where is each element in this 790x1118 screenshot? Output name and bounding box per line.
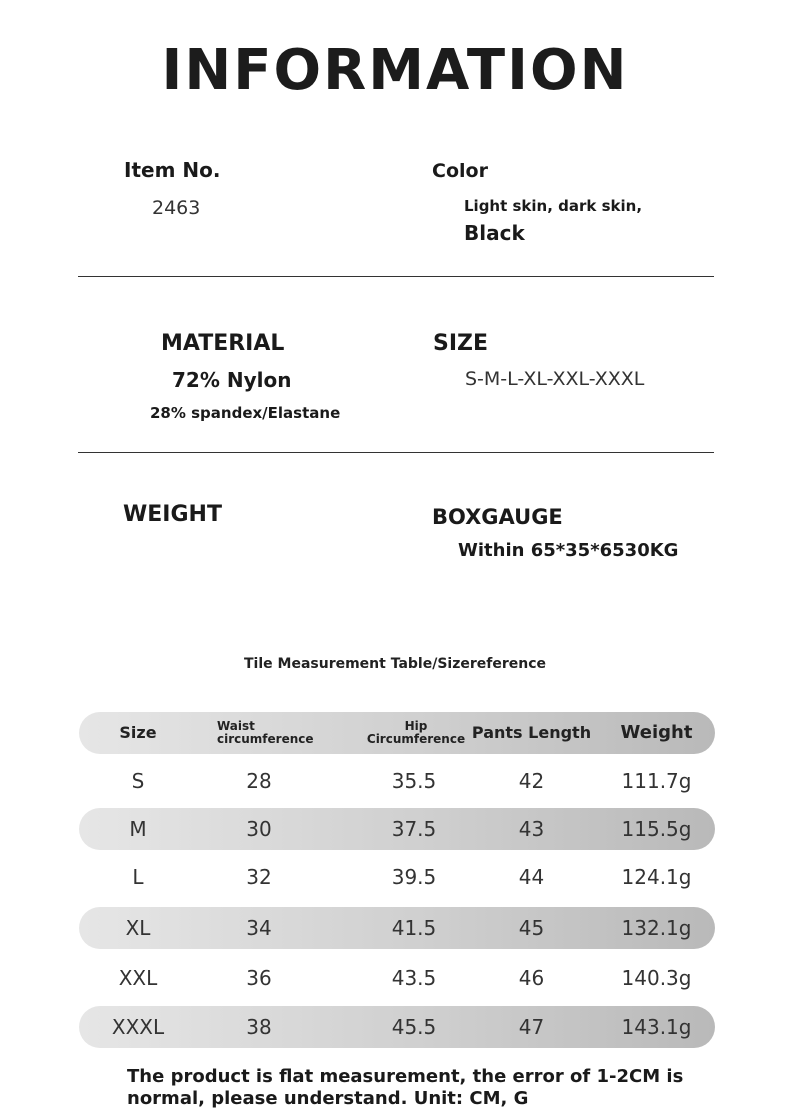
cell-waist: 30 (246, 817, 272, 841)
size-label: SIZE (433, 331, 489, 356)
cell-size: XXL (118, 966, 158, 990)
cell-length: 47 (518, 1015, 545, 1039)
cell-size: XL (125, 916, 151, 940)
size-value: S-M-L-XL-XXL-XXXL (465, 368, 645, 390)
measurement-note: The product is flat measurement, the error of 1-2CM is normal, please understand. Unit: CM, G (127, 1066, 684, 1109)
item-no-label: Item No. (124, 158, 221, 182)
table-row (79, 808, 715, 850)
cell-hip: 37.5 (391, 817, 437, 841)
boxgauge-label: BOXGAUGE (432, 505, 563, 529)
header-waist-line1: Waist (217, 719, 255, 734)
cell-waist: 36 (246, 966, 272, 990)
page-title: INFORMATION (161, 38, 629, 103)
table-row (79, 907, 715, 949)
divider-2 (78, 452, 714, 453)
cell-size: XXXL (111, 1015, 165, 1039)
material-label: MATERIAL (161, 331, 285, 356)
boxgauge-value: Within 65*35*6530KG (458, 540, 679, 561)
cell-length: 42 (518, 769, 545, 793)
cell-waist: 28 (246, 769, 272, 793)
header-waist-line2: circumference (217, 732, 314, 746)
cell-weight: 111.7g (621, 769, 692, 793)
header-waist (217, 712, 327, 754)
table-row (79, 1006, 715, 1048)
cell-hip: 41.5 (391, 916, 437, 940)
header-hip-line1: Hip (404, 719, 428, 734)
table-row (79, 856, 715, 898)
table-header-row (79, 712, 715, 754)
table-title: Tile Measurement Table/Sizereference (244, 656, 546, 672)
item-no-value: 2463 (152, 197, 201, 219)
cell-hip: 35.5 (391, 769, 437, 793)
header-hip-line2: Circumference (366, 732, 466, 746)
header-weight: Weight (620, 721, 693, 743)
header-size: Size (119, 722, 157, 742)
table-row (79, 957, 715, 999)
table-row (79, 760, 715, 802)
material-value-line2: 28% spandex/Elastane (150, 404, 341, 422)
cell-hip: 45.5 (391, 1015, 437, 1039)
cell-waist: 32 (246, 865, 272, 889)
cell-length: 45 (518, 916, 545, 940)
header-pants-length: Pants Length (471, 722, 592, 742)
cell-waist: 38 (246, 1015, 272, 1039)
cell-weight: 140.3g (621, 966, 692, 990)
cell-length: 44 (518, 865, 545, 889)
color-label: Color (432, 160, 488, 182)
cell-hip: 39.5 (391, 865, 437, 889)
cell-length: 46 (518, 966, 545, 990)
cell-hip: 43.5 (391, 966, 437, 990)
material-value-line1: 72% Nylon (172, 368, 292, 392)
cell-waist: 34 (246, 916, 272, 940)
weight-label: WEIGHT (123, 502, 222, 527)
cell-size: L (132, 865, 144, 889)
header-hip (361, 712, 471, 754)
divider-1 (78, 276, 714, 277)
cell-weight: 132.1g (621, 916, 692, 940)
cell-weight: 143.1g (621, 1015, 692, 1039)
color-value-line2: Black (464, 221, 525, 245)
cell-weight: 124.1g (621, 865, 692, 889)
color-value-line1: Light skin, dark skin, (464, 197, 643, 215)
cell-length: 43 (518, 817, 545, 841)
cell-size: M (129, 817, 147, 841)
cell-size: S (131, 769, 145, 793)
cell-weight: 115.5g (621, 817, 692, 841)
